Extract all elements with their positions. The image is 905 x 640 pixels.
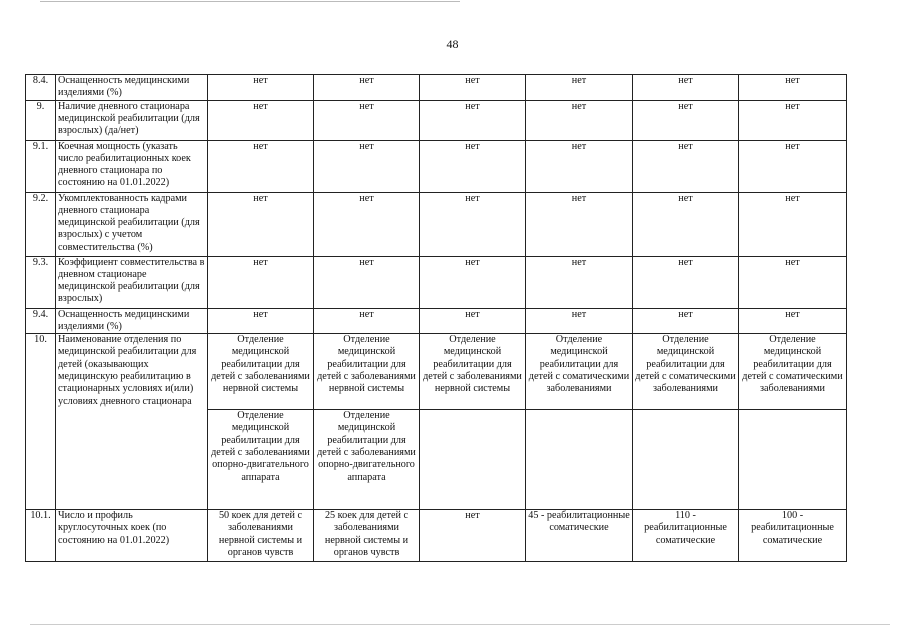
table-row — [26, 140, 847, 192]
department-name: Отделение медицинской реабилитации для детей с заболеваниями нервной системы — [314, 334, 420, 410]
rehabilitation-table — [25, 74, 847, 562]
cell-value: нет — [739, 75, 847, 101]
cell-value: нет — [526, 256, 633, 308]
row-indicator: Оснащенность медицинскими изделиями (%) — [56, 308, 208, 334]
table-row — [26, 256, 847, 308]
cell-value: нет — [420, 75, 526, 101]
bed-count: 45 - реабилитационные соматические — [526, 510, 633, 562]
bed-count: 110 - реабилитационные соматические — [633, 510, 739, 562]
row-indicator: Коэффициент совместительства в дневном стационаре медицинской реабилитации (для взрослых) — [56, 256, 208, 308]
cell-value: нет — [208, 256, 314, 308]
cell-value: нет — [633, 75, 739, 101]
cell-value: нет — [739, 192, 847, 256]
row-number: 10.1. — [26, 510, 56, 562]
cell-value: нет — [633, 140, 739, 192]
table-row — [26, 308, 847, 334]
row-number: 10. — [26, 334, 56, 510]
cell-value: нет — [314, 192, 420, 256]
row-indicator: Коечная мощность (указать число реабилитационных коек дневного стационара по состоянию на 01.01.2022) — [56, 140, 208, 192]
department-name — [420, 410, 526, 510]
scan-artifact-top — [40, 1, 460, 2]
cell-value: нет — [208, 140, 314, 192]
bed-count: 50 коек для детей с заболеваниями нервной системы и органов чувств — [208, 510, 314, 562]
bed-count: 25 коек для детей с заболеваниями нервной системы и органов чувств — [314, 510, 420, 562]
cell-value: нет — [314, 256, 420, 308]
cell-value: нет — [633, 100, 739, 140]
department-name — [526, 410, 633, 510]
cell-value: нет — [208, 75, 314, 101]
department-name: Отделение медицинской реабилитации для детей с соматическими заболеваниями — [739, 334, 847, 410]
cell-value: нет — [208, 100, 314, 140]
cell-value: нет — [526, 100, 633, 140]
bed-count: нет — [420, 510, 526, 562]
row-indicator: Наличие дневного стационара медицинской реабилитации (для взрослых) (да/нет) — [56, 100, 208, 140]
cell-value: нет — [314, 308, 420, 334]
cell-value: нет — [420, 308, 526, 334]
table-row — [26, 192, 847, 256]
cell-value: нет — [526, 75, 633, 101]
cell-value: нет — [314, 75, 420, 101]
cell-value: нет — [739, 100, 847, 140]
row-number: 9.3. — [26, 256, 56, 308]
department-name: Отделение медицинской реабилитации для детей с соматическими заболеваниями — [633, 334, 739, 410]
cell-value: нет — [633, 308, 739, 334]
row-number: 9.1. — [26, 140, 56, 192]
department-name: Отделение медицинской реабилитации для детей с заболеваниями нервной системы — [420, 334, 526, 410]
cell-value: нет — [314, 140, 420, 192]
row-number: 9.2. — [26, 192, 56, 256]
cell-value: нет — [633, 256, 739, 308]
cell-value: нет — [314, 100, 420, 140]
cell-value: нет — [633, 192, 739, 256]
row-indicator: Укомплектованность кадрами дневного стационара медицинской реабилитации (для взрослых) с учетом совместительства (%) — [56, 192, 208, 256]
table-row — [26, 100, 847, 140]
cell-value: нет — [526, 308, 633, 334]
department-name: Отделение медицинской реабилитации для детей с заболеваниями опорно-двигательного аппарата — [314, 410, 420, 510]
cell-value: нет — [739, 308, 847, 334]
cell-value: нет — [420, 100, 526, 140]
table-row — [26, 510, 847, 562]
scan-artifact-bottom — [30, 624, 890, 625]
bed-count: 100 - реабилитационные соматические — [739, 510, 847, 562]
table-row — [26, 75, 847, 101]
row-number: 9.4. — [26, 308, 56, 334]
row-indicator: Оснащенность медицинскими изделиями (%) — [56, 75, 208, 101]
cell-value: нет — [420, 140, 526, 192]
department-name — [739, 410, 847, 510]
department-name: Отделение медицинской реабилитации для детей с заболеваниями нервной системы — [208, 334, 314, 410]
page-number: 48 — [446, 37, 459, 51]
row-indicator: Число и профиль круглосуточных коек (по состоянию на 01.01.2022) — [56, 510, 208, 562]
department-name: Отделение медицинской реабилитации для детей с соматическими заболеваниями — [526, 334, 633, 410]
department-name: Отделение медицинской реабилитации для детей с заболеваниями опорно-двигательного аппарата — [208, 410, 314, 510]
cell-value: нет — [739, 140, 847, 192]
cell-value: нет — [208, 192, 314, 256]
table-row — [26, 334, 847, 410]
cell-value: нет — [739, 256, 847, 308]
cell-value: нет — [526, 140, 633, 192]
cell-value: нет — [420, 256, 526, 308]
cell-value: нет — [526, 192, 633, 256]
row-number: 9. — [26, 100, 56, 140]
row-indicator: Наименование отделения по медицинской реабилитации для детей (оказывающих медицинскую реабилитацию в стационарных условиях и(или) условиях дневного стационара — [56, 334, 208, 510]
department-name — [633, 410, 739, 510]
cell-value: нет — [208, 308, 314, 334]
row-number: 8.4. — [26, 75, 56, 101]
cell-value: нет — [420, 192, 526, 256]
